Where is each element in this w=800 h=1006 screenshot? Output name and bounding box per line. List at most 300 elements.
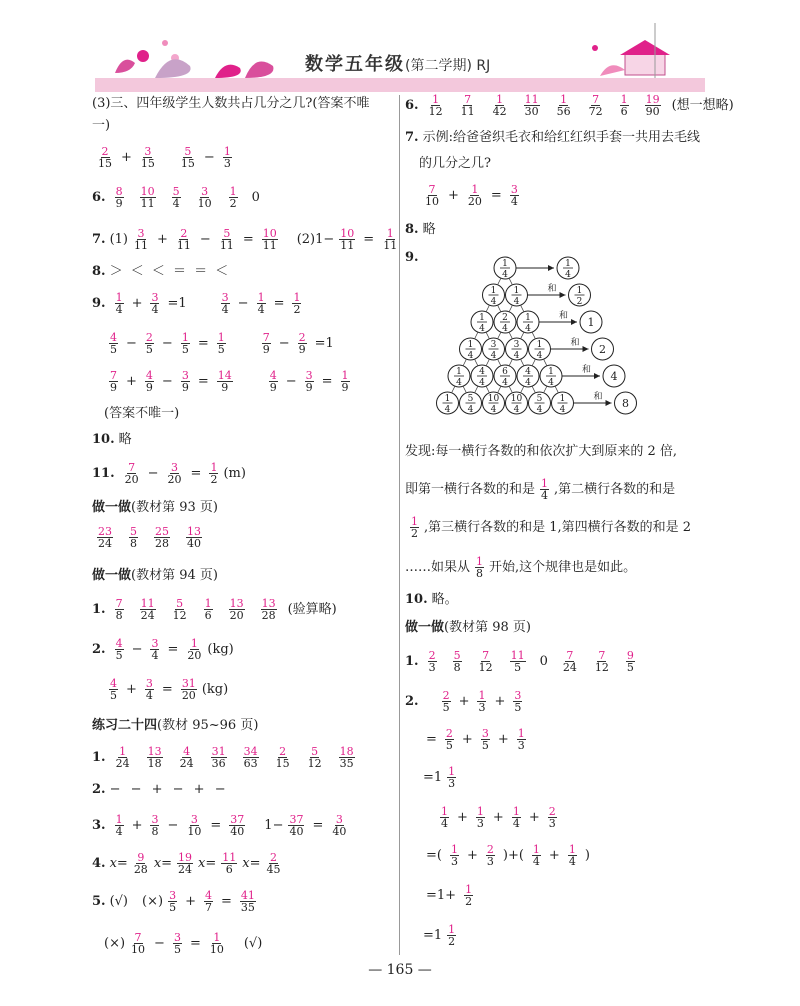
sum-value-num: 1 [565,259,571,269]
r-q8-text: 略 [422,222,436,237]
numerator: 4 [145,369,153,382]
fraction [130,932,146,955]
denominator: 11 [262,239,277,252]
sec93-answers [92,526,213,549]
denominator: 28 [261,609,276,622]
denominator: 3 [448,777,456,790]
numerator: 1 [181,331,189,344]
denominator: 24 [98,537,112,550]
denominator: 3 [450,855,458,868]
q6-values [110,186,269,209]
expr-symbol: + [126,373,137,389]
denominator: 40 [187,537,201,550]
column-divider [399,95,400,955]
book-title: 数学五年级 [305,54,405,75]
fraction [475,556,484,579]
denominator: 5 [626,661,634,674]
triangle-edge [475,386,479,393]
triangle-node-value-num: 1 [479,313,485,323]
ex24-ref: (教材 95~96 页) [157,718,259,733]
r-q7-expr [419,184,524,207]
triangle-node-value-den: 4 [513,351,520,361]
numerator: 31 [181,677,196,690]
triangle-node-value-den: 4 [502,324,508,334]
fraction [172,598,188,621]
triangle-edge [509,305,513,312]
q9-label: 9. [92,295,106,311]
expr-symbol: + [461,731,473,747]
q7-part2-label: (2)1− [296,231,335,247]
denominator: 12 [307,757,322,770]
triangle-edge [532,386,536,393]
triangle-node-value-num: 4 [479,367,485,377]
denominator: 11 [340,239,355,252]
triangle-node-value-num: 1 [502,259,508,269]
denominator: 4 [151,649,159,662]
triangle-node-value-den: 4 [479,378,485,388]
fraction [140,146,156,169]
s94-q2a [92,638,234,661]
ex1-label: 1. [92,749,106,765]
numerator: 3 [221,291,229,304]
s98-q1-values [423,650,646,673]
sec94-ref: (教材第 94 页) [131,568,218,583]
ex5-mark-4: (√) [243,935,263,951]
fraction [219,228,235,251]
triangle-edge [509,278,513,285]
ex3-expr1 [110,814,251,837]
s94-q2a-expr [110,638,208,661]
fraction [588,94,604,117]
denominator: 72 [588,105,603,118]
triangle-node-value-num: 6 [502,367,508,377]
denominator: 20 [124,473,139,486]
fraction [424,184,440,207]
numerator: 7 [110,369,117,382]
numerator: 1 [476,805,484,818]
triangle-node-value-num: 3 [513,340,520,350]
s94-q1-note: (验算略) [287,601,337,617]
r-q6 [405,94,734,117]
numerator: 1 [341,369,349,382]
numerator: 2 [548,805,556,818]
s98-q2-line7 [423,924,461,947]
denominator: 63 [243,757,258,770]
expr-symbol: = [210,817,222,833]
denominator: 20 [181,689,196,702]
denominator: 2 [411,527,418,540]
fraction [524,94,540,117]
numerator: 3 [173,931,181,944]
fraction [442,690,451,713]
denominator: 4 [115,303,123,316]
triangle-node-value-den: 4 [456,378,462,388]
fraction [180,146,196,169]
ex3-label: 3. [92,817,106,833]
fraction [447,924,456,947]
numerator: 2 [279,745,287,758]
denominator: 11 [383,239,398,252]
expr-symbol: = [426,731,437,747]
r-q6-note: (想一想略) [671,97,734,113]
expr-symbol: − [147,465,159,481]
numerator: 7 [134,931,142,944]
numerator: 2 [445,727,453,740]
expr-symbol: − [131,641,143,657]
q9-row2-expr-a [104,332,231,355]
ex24-q5-row2 [104,932,262,955]
numerator: 3 [151,637,159,650]
s98-q2-expr6 [423,884,478,907]
denominator: 4 [568,855,576,868]
expr-symbol: + [121,149,132,165]
triangle-node-value-den: 4 [467,405,474,415]
fraction [445,728,454,751]
sum-arrowhead [548,265,554,271]
numerator: 1 [560,93,568,106]
q11-label: 11. [92,465,115,481]
fraction [217,332,226,355]
fraction [262,228,278,251]
numerator: 37 [230,813,245,826]
ex2-label: 2. [92,782,106,797]
denominator: 40 [332,825,347,838]
q11-expr [119,462,224,485]
numerator: 4 [204,889,212,902]
denominator: 5 [514,701,522,714]
numerator: 2 [428,649,436,662]
expr-symbol: + [126,681,137,697]
fraction [154,526,170,549]
s98-q1 [405,650,646,673]
triangle-edge [544,359,548,366]
numerator: 19 [178,851,193,864]
numerator: 4 [183,745,191,758]
expr-symbol: = [167,641,179,657]
find-frac-4 [470,556,489,579]
numerator: 7 [428,183,436,196]
triangle-edge [475,359,479,366]
expr-symbol: = [363,231,375,247]
expr-symbol: − [161,373,173,389]
numerator: 11 [524,93,539,106]
fraction [307,746,323,769]
fraction [262,332,271,355]
fraction [145,332,154,355]
numerator: 37 [289,813,304,826]
expr-text: x= [153,855,173,871]
fraction [217,370,233,393]
page-title [305,50,490,76]
fraction [481,728,490,751]
triangle-edge [486,386,490,393]
denominator: 8 [130,537,137,550]
numerator: 1 [210,461,218,474]
fraction [133,228,149,251]
expr-text: x= [242,855,261,871]
numerator: 7 [262,331,270,344]
denominator: 10 [197,197,212,210]
denominator: 2 [229,197,237,210]
sum-label: 和 [582,365,592,375]
numerator: 1 [620,93,628,106]
ex5-mark-2: (×) [142,893,164,909]
numerator: 9 [137,851,145,864]
r-q7-expression [419,184,524,207]
denominator: 24 [115,757,130,770]
denominator: 5 [145,343,153,356]
fraction [209,932,225,955]
denominator: 9 [181,381,189,394]
sum-label: 和 [593,392,603,402]
expr-symbol: + [466,847,478,863]
r-q6-label: 6. [405,97,419,113]
q9-row3-expr-a [104,370,238,393]
denominator: 2 [448,935,456,948]
denominator: 3 [548,817,556,830]
fraction [109,370,118,393]
sec98-ref: (教材第 98 页) [444,620,531,635]
numerator: 3 [335,813,343,826]
denominator: 28 [155,537,169,550]
numerator: 10 [262,227,277,240]
numerator: 10 [340,227,355,240]
numerator: 1 [512,805,520,818]
fraction [133,852,149,875]
fraction [181,678,197,701]
triangle-edge [452,386,456,393]
fraction [145,678,154,701]
q7-part2-expr [334,228,403,251]
sum-label: 和 [547,284,557,294]
denominator: 40 [230,825,245,838]
denominator: 10 [187,825,202,838]
expr-symbol: − [167,817,179,833]
numerator: 3 [201,185,209,198]
r-find-line1 [405,444,677,460]
s98-q2-line1 [405,690,527,713]
fraction [548,806,557,829]
number-triangle-diagram [425,248,685,433]
triangle-node-value-den: 4 [502,270,508,280]
fraction [181,332,190,355]
denominator: 5 [442,701,450,714]
r-q7-line2 [419,156,491,172]
numerator: 1 [448,765,456,778]
expr-symbol: = [197,373,209,389]
fraction [453,650,462,673]
denominator: 24 [562,661,577,674]
ex24-q2 [92,782,229,798]
fraction [115,186,124,209]
ex24-q4 [92,852,287,875]
denominator: 5 [173,943,181,956]
triangle-edge [486,305,490,312]
triangle-node-value-num: 10 [487,394,500,404]
fraction [568,844,577,867]
denominator: 4 [151,303,159,316]
expr-symbol: = [190,465,202,481]
numerator: 18 [339,745,354,758]
denominator: 4 [510,195,518,208]
numerator: 4 [115,637,123,650]
triangle-node-value-num: 1 [559,394,566,404]
sum-arrowhead [560,292,566,298]
s98-q2-expr3-frac [442,766,461,789]
sum-value-den: 2 [576,297,583,307]
triangle-node-value-num: 1 [444,394,451,404]
fraction [410,516,419,539]
fraction [176,228,192,251]
fraction [221,292,230,315]
numerator: 34 [243,745,258,758]
sum-value: 2 [599,343,606,356]
numerator: 1 [496,93,504,106]
q7-part1-label: (1) [109,231,128,247]
sum-value: 4 [610,370,618,383]
numerator: 1 [115,291,123,304]
denominator: 4 [145,689,153,702]
denominator: 3 [476,817,484,830]
fraction [140,598,156,621]
find-text-1: 发现:每一横行各数的和依次扩大到原来的 2 倍, [405,444,678,459]
fraction [186,526,202,549]
s94-q2-label: 2. [92,641,106,657]
expr-symbol: = [189,935,201,951]
fraction [197,186,213,209]
triangle-edge [544,386,548,393]
fraction [447,766,456,789]
numerator: 5 [184,145,192,158]
sum-value-den: 4 [565,270,571,280]
numerator: 1 [478,689,486,702]
numerator: 7 [482,649,490,662]
fraction [450,844,459,867]
numerator: 11 [140,597,155,610]
numerator: 1 [293,291,301,304]
r-q8 [405,222,436,238]
expr-symbol: = [321,373,333,389]
numerator: 2 [270,851,278,864]
numerator: 23 [98,525,112,538]
fraction [517,728,526,751]
denominator: 20 [467,195,482,208]
numerator: 5 [223,227,231,240]
triangle-edge [509,359,513,366]
expr-symbol: + [497,731,509,747]
denominator: 4 [115,825,123,838]
ex2-symbols: − − + − + − [109,782,229,797]
numerator: 1 [432,93,440,106]
denominator: 45 [266,863,281,876]
find-text-2b: ,第二横行各数的和是 [554,481,676,497]
denominator: 12 [172,609,187,622]
triangle-node-value-num: 3 [490,340,497,350]
sec94-title: 做一做 [92,568,132,583]
expr-group [110,852,154,875]
find-frac-3 [405,516,424,539]
numerator: 5 [172,185,180,198]
denominator: 5 [115,649,123,662]
numerator: 3 [190,813,198,826]
denominator: 5 [217,343,225,356]
expr-symbol: − [154,935,165,951]
denominator: 7 [204,901,212,914]
q9-note [104,406,179,422]
expr-symbol: ) [584,847,590,863]
fraction [269,370,278,393]
expr-symbol: =1 [314,335,334,351]
fraction [540,478,549,501]
numerator: 1 [471,183,479,196]
fraction [140,186,156,209]
r-q9-label: 9. [405,250,419,265]
q11-answer [92,462,246,485]
numerator: 1 [532,843,540,856]
numerator: 13 [229,597,244,610]
triangle-node-value-num: 1 [548,367,554,377]
denominator: 5 [110,343,117,356]
expr-group [242,852,286,875]
s98-q2-expr4 [435,806,562,829]
denominator: 5 [110,689,117,702]
denominator: 24 [179,757,194,770]
fraction [115,746,131,769]
r-q9 [405,250,423,266]
fraction [477,690,486,713]
q7-answer [92,228,403,251]
expr-symbol: + [185,893,196,909]
numerator: 1 [257,291,265,304]
triangle-node-value-num: 4 [525,367,531,377]
s98-q2-expr5 [423,844,593,867]
fraction [209,462,218,485]
numerator: 2 [145,331,153,344]
fraction [97,146,113,169]
fraction [292,292,301,315]
s94-q2b-unit: (kg) [201,681,229,697]
fraction [486,844,495,867]
triangle-node-value-den: 4 [559,405,566,415]
triangle-edge [498,332,502,339]
denominator: 28 [133,863,148,876]
denominator: 8 [151,825,159,838]
triangle-node-value-den: 4 [513,405,520,415]
triangle-node-value-den: 4 [536,351,543,361]
denominator: 9 [110,381,117,394]
fraction [339,228,355,251]
denominator: 10 [209,943,224,956]
triangle-node-value-den: 4 [479,324,485,334]
denominator: 2 [465,895,473,908]
denominator: 30 [524,105,539,118]
expr-symbol: = [490,187,502,203]
q8-answer [92,264,230,280]
numerator: 5 [453,649,461,662]
triangle-edge [509,332,513,339]
denominator: 4 [512,817,520,830]
triangle-node-value-num: 10 [510,394,523,404]
sec93-title: 做一做 [92,500,132,515]
numerator: 3 [171,461,179,474]
r-q10 [405,592,458,608]
expr-symbol: + [131,295,143,311]
q6-answer [92,186,269,209]
fraction [150,292,159,315]
fraction [97,526,113,549]
fraction [512,806,521,829]
ex5-label: 5. [92,893,106,909]
